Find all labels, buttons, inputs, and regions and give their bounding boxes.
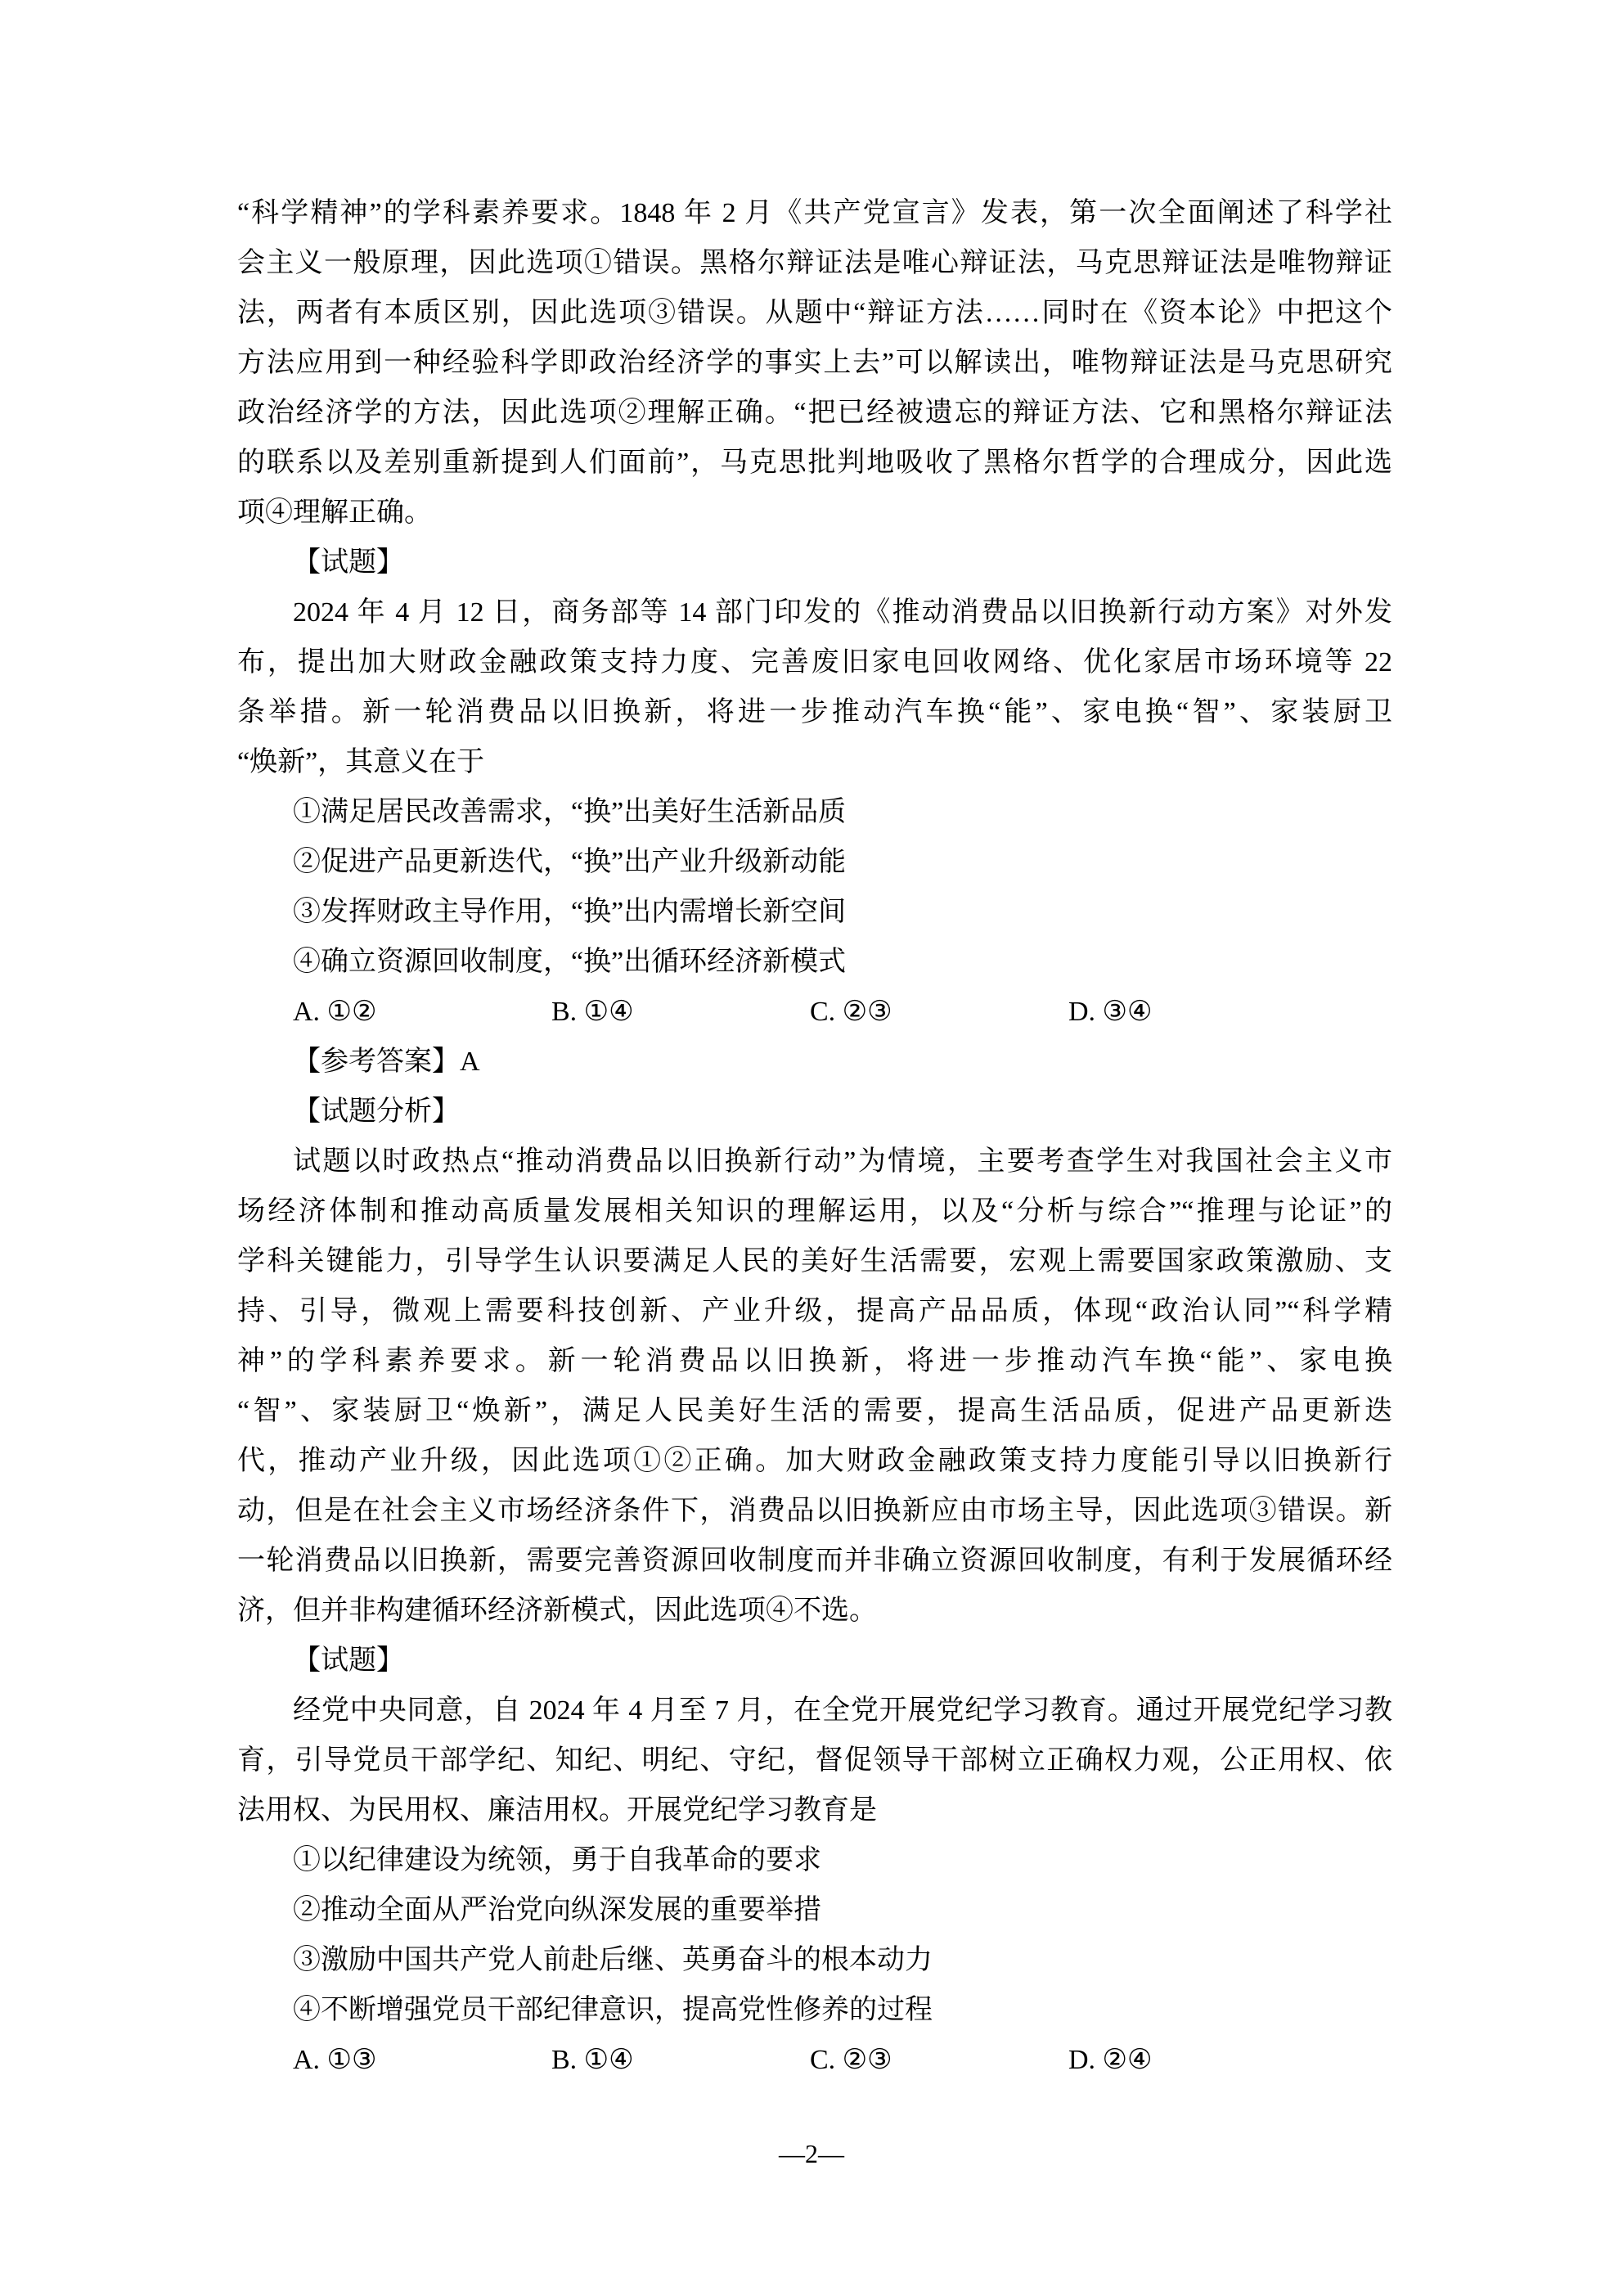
choice-item-d: D. ②④ [1068,2045,1153,2075]
option-line: ③发挥财政主导作用，“换”出内需增长新空间 [293,897,847,927]
analysis-line: 学科关键能力，引导学生认识要满足人民的美好生活需要，宏观上需要国家政策激励、支 [237,1246,1392,1276]
para-line: 项④理解正确。 [237,497,432,528]
question-label: 【试题】 [293,547,404,578]
para-line: 法，两者有本质区别，因此选项③错误。从题中“辩证方法……同时在《资本论》中把这个 [237,298,1392,328]
option-line: ①满足居民改善需求，“换”出美好生活新品质 [293,797,847,827]
para-line: 政治经济学的方法，因此选项②理解正确。“把已经被遗忘的辩证方法、它和黑格尔辩证法 [237,398,1392,428]
choice-item-c: C. ②③ [810,2045,892,2075]
answer-value: A [460,1047,480,1077]
para-line: 的联系以及差别重新提到人们面前”，马克思批判地吸收了黑格尔哲学的合理成分，因此选 [237,448,1392,478]
question-stem-line: 育，引导党员干部学纪、知纪、明纪、守纪，督促领导干部树立正确权力观，公正用权、依 [237,1745,1392,1776]
analysis-line: 济，但并非构建循环经济新模式，因此选项④不选。 [237,1596,877,1626]
choice-item-d: D. ③④ [1068,997,1153,1027]
question-stem-line: 经党中央同意，自 2024 年 4 月至 7 月，在全党开展党纪学习教育。通过开展党纪学习教 [293,1695,1392,1726]
option-line: ①以纪律建设为统领，勇于自我革命的要求 [293,1845,821,1875]
choice-item-a: A. ①③ [293,2045,377,2075]
para-line: 方法应用到一种经验科学即政治经济学的事实上去”可以解读出，唯物辩证法是马克思研究 [237,348,1392,378]
option-line: ④不断增强党员干部纪律意识，提高党性修养的过程 [293,1995,933,2025]
question-label: 【试题】 [293,1645,404,1676]
page-number: —2— [779,2139,844,2168]
choice-item-b: B. ①④ [551,2045,634,2075]
analysis-line: 持、引导，微观上需要科技创新、产业升级，提高产品品质，体现“政治认同”“科学精 [237,1296,1392,1326]
question-stem-line: 法用权、为民用权、廉洁用权。开展党纪学习教育是 [237,1795,877,1826]
analysis-line: 场经济体制和推动高质量发展相关知识的理解运用，以及“分析与综合”“推理与论证”的 [237,1196,1392,1227]
analysis-line: 神”的学科素养要求。新一轮消费品以旧换新，将进一步推动汽车换“能”、家电换 [237,1346,1392,1376]
answer-label: 【参考答案】 [293,1047,460,1077]
choice-item-a: A. ①② [293,997,377,1027]
option-line: ③激励中国共产党人前赴后继、英勇奋斗的根本动力 [293,1945,933,1975]
question-stem-line: 布，提出加大财政金融政策支持力度、完善废旧家电回收网络、优化家居市场环境等 22 [237,647,1392,678]
question-stem-line: 条举措。新一轮消费品以旧换新，将进一步推动汽车换“能”、家电换“智”、家装厨卫 [237,697,1392,727]
text-block [237,188,1392,2085]
analysis-line: 一轮消费品以旧换新，需要完善资源回收制度而并非确立资源回收制度，有利于发展循环经 [237,1546,1392,1576]
analysis-line: 代，推动产业升级，因此选项①②正确。加大财政金融政策支持力度能引导以旧换新行 [237,1446,1392,1476]
answer-line [237,1037,1392,1087]
choice-row [237,2035,1392,2085]
choice-item-b: B. ①④ [551,997,634,1027]
choice-row [237,987,1392,1037]
question-stem-line: 2024 年 4 月 12 日，商务部等 14 部门印发的《推动消费品以旧换新行动方案》对外发 [293,597,1392,628]
choice-item-c: C. ②③ [810,997,892,1027]
analysis-line: 试题以时政热点“推动消费品以旧换新行动”为情境，主要考查学生对我国社会主义市 [293,1146,1392,1177]
para-line: “科学精神”的学科素养要求。1848 年 2 月《共产党宣言》发表，第一次全面阐述了科学社 [237,198,1392,228]
option-line: ④确立资源回收制度，“换”出循环经济新模式 [293,947,847,977]
analysis-line: “智”、家装厨卫“焕新”，满足人民美好生活的需要，提高生活品质，促进产品更新迭 [237,1396,1392,1426]
option-line: ②推动全面从严治党向纵深发展的重要举措 [293,1895,821,1925]
option-line: ②促进产品更新迭代，“换”出产业升级新动能 [293,847,847,877]
para-line: 会主义一般原理，因此选项①错误。黑格尔辩证法是唯心辩证法，马克思辩证法是唯物辩证 [237,248,1392,278]
analysis-label: 【试题分析】 [293,1096,460,1127]
analysis-line: 动，但是在社会主义市场经济条件下，消费品以旧换新应由市场主导，因此选项③错误。新 [237,1496,1392,1526]
question-stem-line: “焕新”，其意义在于 [237,747,485,777]
